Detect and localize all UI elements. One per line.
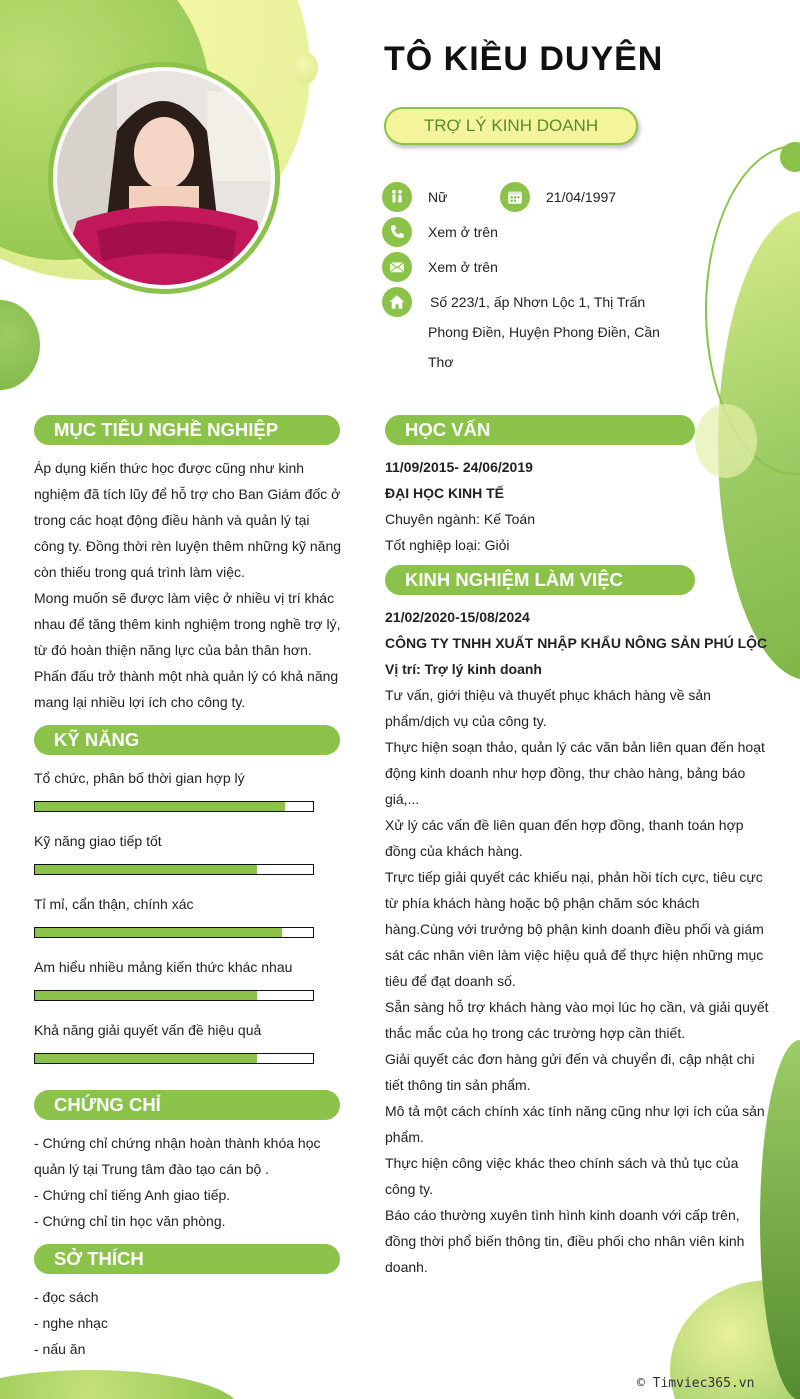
- skill-bar-fill: [35, 991, 257, 1000]
- experience-line: từ phía khách hàng hoặc bộ phận chăm sóc khách: [385, 895, 700, 911]
- experience-company: CÔNG TY TNHH XUẤT NHẬP KHẨU NÔNG SẢN PHÚ LỘC: [385, 635, 768, 651]
- experience-period: 21/02/2020-15/08/2024: [385, 609, 530, 625]
- education-text: [385, 454, 765, 558]
- address-line-2: Phong Điền, Huyện Phong Điền, Cần: [428, 324, 660, 340]
- gender-value: Nữ: [428, 189, 448, 205]
- experience-line: đồng của khách hàng.: [385, 843, 523, 859]
- section-experience-header: KINH NGHIỆM LÀM VIỆC: [385, 565, 695, 595]
- hobby-line: - nấu ăn: [34, 1341, 86, 1357]
- phone-icon: [382, 217, 412, 247]
- skill-bar-fill: [35, 802, 285, 811]
- certificate-line: - Chứng chỉ tiếng Anh giao tiếp.: [34, 1187, 231, 1203]
- skill-label: Am hiểu nhiều mảng kiến thức khác nhau: [34, 959, 293, 975]
- skill-label: Tỉ mỉ, cẩn thận, chính xác: [34, 896, 194, 912]
- gender-icon: [382, 182, 412, 212]
- certificate-line: quản lý tại Trung tâm đào tạo cán bộ .: [34, 1161, 270, 1177]
- experience-line: hàng.Cùng với trưởng bộ phận kinh doanh điều phối và giám: [385, 921, 764, 937]
- section-objective-header: MỤC TIÊU NGHỀ NGHIỆP: [34, 415, 340, 445]
- experience-line: công ty.: [385, 1181, 433, 1197]
- experience-text: [385, 604, 770, 1280]
- experience-line: Thực hiện công việc khác theo chính sách và thủ tục của: [385, 1155, 739, 1171]
- objective-line: Phấn đấu trở thành một nhà quản lý có khả năng: [34, 668, 339, 684]
- objective-line: nghiệm đã tích lũy để hỗ trợ cho Ban Giám đốc ở: [34, 486, 341, 502]
- skill-bar: [34, 1053, 314, 1064]
- avatar-photo: [57, 71, 271, 285]
- education-major: Chuyên ngành: Kế Toán: [385, 511, 535, 527]
- experience-line: phẩm.: [385, 1129, 424, 1145]
- experience-line: Trực tiếp giải quyết các khiếu nại, phản hồi tích cực, tiêu cực: [385, 869, 763, 885]
- experience-line: Sẵn sàng hỗ trợ khách hàng vào mọi lúc họ cần, và giải quyết: [385, 999, 769, 1015]
- birthday-value: 21/04/1997: [546, 189, 617, 205]
- objective-line: công ty. Đồng thời rèn luyện thêm những kỹ năng: [34, 538, 342, 554]
- skill-bar: [34, 864, 314, 875]
- experience-line: Xử lý các vấn đề liên quan đến hợp đồng, thanh toán hợp: [385, 817, 744, 833]
- experience-line: tiêu để đạt doanh số.: [385, 973, 516, 989]
- phone-value: Xem ở trên: [428, 224, 498, 240]
- objective-line: trong các hoạt động điều hành và quản lý tại: [34, 512, 310, 528]
- objective-line: nhau để tăng thêm kinh nghiệm trong nghề trợ lý,: [34, 616, 341, 632]
- experience-line: Báo cáo thường xuyên tình hình kinh doanh với cấp trên,: [385, 1207, 740, 1223]
- candidate-name: TÔ KIỀU DUYÊN: [384, 40, 664, 78]
- home-icon: [382, 287, 412, 317]
- experience-line: Thực hiện soạn thảo, quản lý các văn bản liên quan đến hoạt: [385, 739, 765, 755]
- experience-line: động kinh doanh như hợp đồng, thư chào hàng, bảng báo: [385, 765, 746, 781]
- watermark-footer: © Timviec365.vn: [637, 1376, 755, 1391]
- skill-bar: [34, 990, 314, 1001]
- skill-label: Tổ chức, phân bố thời gian hợp lý: [34, 770, 245, 786]
- certificates-text: [34, 1130, 354, 1234]
- section-skills-header: KỸ NĂNG: [34, 725, 340, 755]
- experience-line: đồng thời phổ biến thông tin, điều phối cho nhân viên kinh: [385, 1233, 745, 1249]
- skill-bar: [34, 927, 314, 938]
- section-hobbies-header: SỞ THÍCH: [34, 1244, 340, 1274]
- skill-bar-fill: [35, 1054, 257, 1063]
- experience-line: sát các nhân viên làm việc hiệu quả để thực hiện những mục: [385, 947, 764, 963]
- deco-blob-leftedge: [0, 300, 40, 390]
- address-line-1: Số 223/1, ấp Nhơn Lộc 1, Thị Trấn: [430, 294, 646, 310]
- skill-label: Khả năng giải quyết vấn đề hiệu quả: [34, 1022, 262, 1038]
- certificate-line: - Chứng chỉ tin học văn phòng.: [34, 1213, 226, 1229]
- hobby-line: - nghe nhạc: [34, 1315, 108, 1331]
- education-period: 11/09/2015- 24/06/2019: [385, 459, 533, 475]
- experience-line: Giải quyết các đơn hàng gửi đến và chuyển đi, cập nhật chi: [385, 1051, 755, 1067]
- experience-line: tiết thông tin sản phẩm.: [385, 1077, 531, 1093]
- email-value: Xem ở trên: [428, 259, 498, 275]
- avatar: [48, 62, 280, 294]
- calendar-icon: [500, 182, 530, 212]
- hobby-line: - đọc sách: [34, 1289, 99, 1305]
- experience-line: Mô tả một cách chính xác tính năng cũng như lợi ích của sản: [385, 1103, 765, 1119]
- objective-line: Áp dụng kiến thức học được cũng như kinh: [34, 460, 305, 476]
- objective-text: [34, 455, 354, 715]
- experience-line: phẩm/dịch vụ của công ty.: [385, 713, 547, 729]
- skill-bar-fill: [35, 865, 257, 874]
- objective-line: Mong muốn sẽ được làm việc ở nhiều vị trí khác: [34, 590, 335, 606]
- skill-label: Kỹ năng giao tiếp tốt: [34, 833, 162, 849]
- section-certificates-header: CHỨNG CHỈ: [34, 1090, 340, 1120]
- job-title-pill: TRỢ LÝ KINH DOANH: [384, 107, 638, 145]
- experience-position: Vị trí: Trợ lý kinh doanh: [385, 661, 542, 677]
- skill-bar-fill: [35, 928, 282, 937]
- education-school: ĐẠI HỌC KINH TẾ: [385, 485, 504, 501]
- deco-dot-top: [292, 52, 318, 84]
- experience-line: doanh.: [385, 1259, 428, 1275]
- experience-line: Tư vấn, giới thiệu và thuyết phục khách hàng về sản: [385, 687, 711, 703]
- objective-line: mang lại nhiều lợi ích cho công ty.: [34, 694, 246, 710]
- email-icon: [382, 252, 412, 282]
- experience-line: giá,...: [385, 791, 420, 807]
- section-education-header: HỌC VẤN: [385, 415, 695, 445]
- hobbies-text: [34, 1284, 354, 1362]
- objective-line: từ đó hoàn thiện năng lực của bản thân hơn.: [34, 642, 312, 658]
- skill-bar: [34, 801, 314, 812]
- education-grade: Tốt nghiệp loại: Giỏi: [385, 537, 510, 553]
- objective-line: còn thiếu trong quá trình làm việc.: [34, 564, 245, 580]
- deco-blob-bottomleft: [0, 1370, 240, 1399]
- experience-line: thắc mắc của họ trong các trường hợp cần thiết.: [385, 1025, 686, 1041]
- address-line-3: Thơ: [428, 354, 454, 370]
- certificate-line: - Chứng chỉ chứng nhận hoàn thành khóa học: [34, 1135, 321, 1151]
